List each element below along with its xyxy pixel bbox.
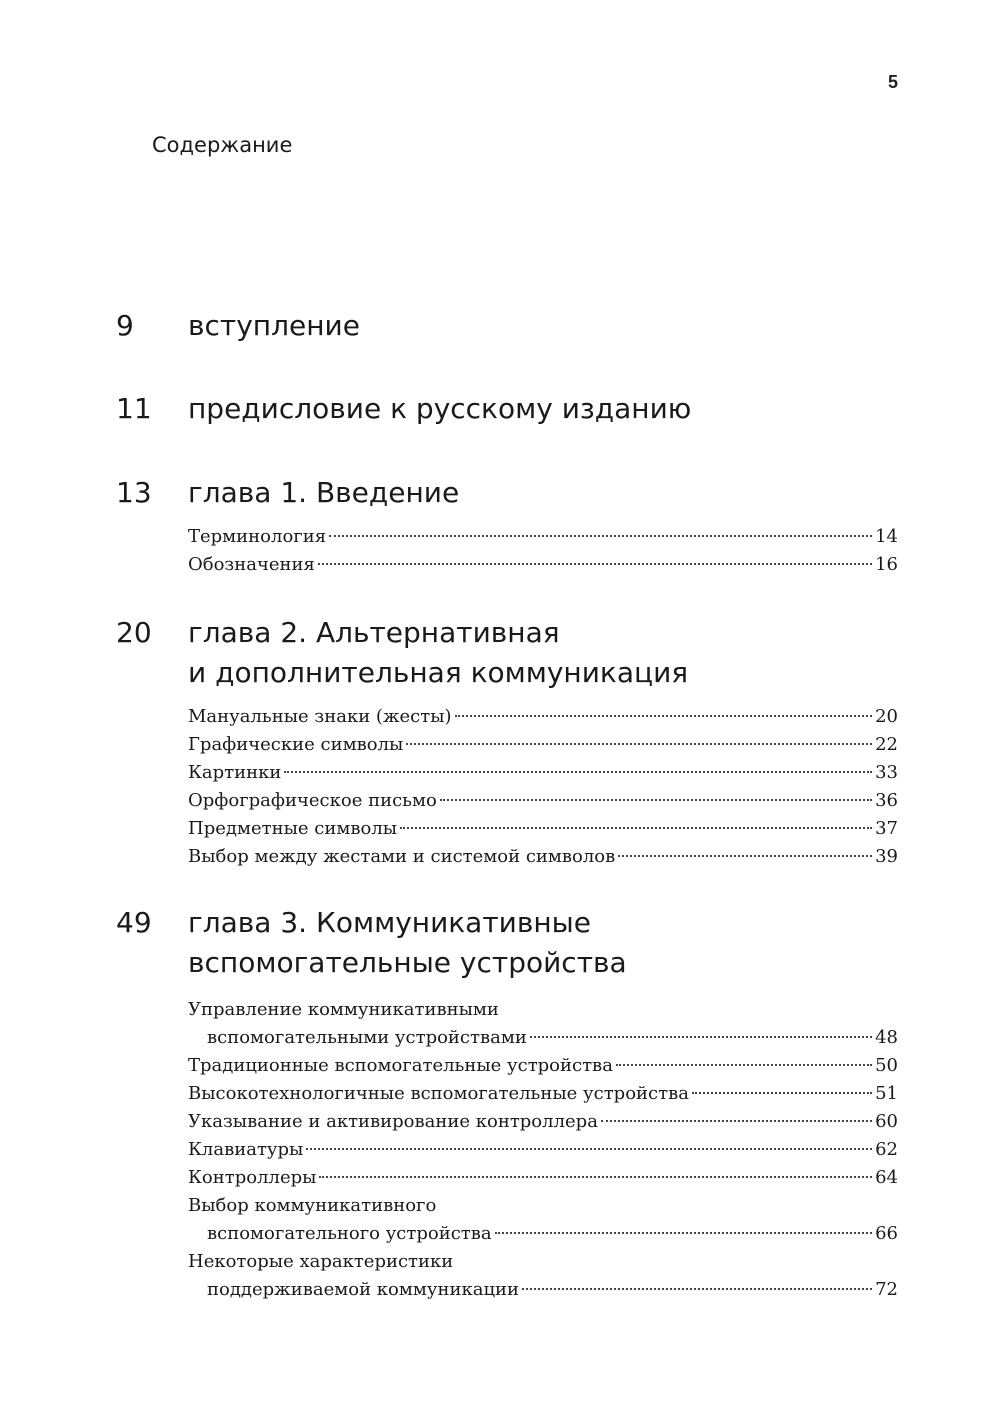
toc-entry[interactable] <box>188 1192 898 1248</box>
chapter-title-line: глава 3. Коммуникативные <box>188 906 591 939</box>
chapter-title <box>188 903 888 983</box>
toc-entry-page: 22 <box>875 734 898 755</box>
toc-entry-label: Мануальные знаки (жесты) <box>188 706 452 727</box>
dot-leader <box>495 1232 872 1234</box>
dot-leader <box>455 715 873 717</box>
dot-leader <box>616 1064 872 1066</box>
toc-entry-label: Терминология <box>188 526 327 547</box>
toc-entry[interactable] <box>188 1052 898 1080</box>
toc-entry-label: Картинки <box>188 762 282 783</box>
dot-leader <box>601 1120 872 1122</box>
toc-entry-label: Управление коммуникативными <box>188 999 499 1020</box>
toc-entry[interactable] <box>188 1164 898 1192</box>
chapter-number: 13 <box>116 476 152 509</box>
toc-entry[interactable] <box>188 996 898 1052</box>
toc-entry-page: 37 <box>875 818 898 839</box>
toc-entry-label: Высокотехнологичные вспомогательные устройства <box>188 1083 689 1104</box>
chapter-entries <box>188 996 898 1304</box>
toc-entry-label: Орфографическое письмо <box>188 790 437 811</box>
toc-entry-label: Традиционные вспомогательные устройства <box>188 1055 613 1076</box>
dot-leader <box>440 799 872 801</box>
page-title: Содержание <box>152 133 293 157</box>
toc-entry[interactable] <box>188 1248 898 1304</box>
dot-leader <box>319 1176 872 1178</box>
chapter-number: 11 <box>116 392 152 425</box>
toc-entry-label: Предметные символы <box>188 818 398 839</box>
toc-entry-page: 39 <box>875 846 898 867</box>
toc-entry-label: Контроллеры <box>188 1167 317 1188</box>
dot-leader <box>530 1036 872 1038</box>
dot-leader <box>692 1092 872 1094</box>
toc-entry[interactable] <box>188 1080 898 1108</box>
toc-entry-page: 64 <box>875 1167 898 1188</box>
toc-entry-page: 33 <box>875 762 898 783</box>
toc-entry[interactable] <box>188 759 898 787</box>
chapter-title <box>188 613 888 693</box>
dot-leader <box>318 563 872 565</box>
dot-leader <box>406 743 872 745</box>
chapter-title-line: вступление <box>188 309 360 342</box>
toc-entry-page: 60 <box>875 1111 898 1132</box>
toc-entry-label: Указывание и активирование контроллера <box>188 1111 598 1132</box>
chapter-title <box>188 306 888 346</box>
toc-entry[interactable] <box>188 843 898 871</box>
toc-entry-page: 50 <box>875 1055 898 1076</box>
toc-entry-page: 66 <box>875 1223 898 1244</box>
chapter-entries <box>188 523 898 579</box>
toc-entry-page: 62 <box>875 1139 898 1160</box>
toc-entry-label: Выбор между жестами и системой символов <box>188 846 616 867</box>
toc-entry-page: 14 <box>875 526 898 547</box>
toc-entry[interactable] <box>188 787 898 815</box>
chapter-title-line: вспомогательные устройства <box>188 946 627 979</box>
toc-entry-label: Графические символы <box>188 734 404 755</box>
toc-entry-label: Выбор коммуникативного <box>188 1195 437 1216</box>
dot-leader <box>284 771 872 773</box>
chapter-title-line: и дополнительная коммуникация <box>188 656 689 689</box>
page-number: 5 <box>887 72 898 92</box>
toc-entry-page: 16 <box>875 554 898 575</box>
toc-entry-label: поддерживаемой коммуникации <box>207 1279 520 1300</box>
dot-leader <box>522 1288 872 1290</box>
toc-entry-page: 36 <box>875 790 898 811</box>
toc-entry[interactable] <box>188 1108 898 1136</box>
chapter-title-line: глава 2. Альтернативная <box>188 616 560 649</box>
dot-leader <box>329 535 872 537</box>
chapter-title <box>188 473 888 513</box>
toc-entry-page: 72 <box>875 1279 898 1300</box>
toc-entry-page: 51 <box>875 1083 898 1104</box>
dot-leader <box>618 855 872 857</box>
toc-entry[interactable] <box>188 815 898 843</box>
toc-entry[interactable] <box>188 1136 898 1164</box>
chapter-number: 20 <box>116 616 152 649</box>
chapter-entries <box>188 703 898 871</box>
toc-entry-label: Некоторые характеристики <box>188 1251 454 1272</box>
toc-entry[interactable] <box>188 703 898 731</box>
chapter-number: 49 <box>116 906 152 939</box>
toc-entry[interactable] <box>188 551 898 579</box>
chapter-number: 9 <box>116 309 134 342</box>
dot-leader <box>400 827 872 829</box>
chapter-title-line: предисловие к русскому изданию <box>188 392 692 425</box>
toc-entry-page: 20 <box>875 706 898 727</box>
chapter-title <box>188 389 888 429</box>
toc-entry[interactable] <box>188 731 898 759</box>
chapter-title-line: глава 1. Введение <box>188 476 460 509</box>
toc-entry[interactable] <box>188 523 898 551</box>
toc-entry-label: вспомогательными устройствами <box>207 1027 527 1048</box>
toc-entry-label: Обозначения <box>188 554 315 575</box>
toc-entry-page: 48 <box>875 1027 898 1048</box>
toc-entry-label: вспомогательного устройства <box>207 1223 492 1244</box>
toc-entry-label: Клавиатуры <box>188 1139 304 1160</box>
dot-leader <box>306 1148 872 1150</box>
